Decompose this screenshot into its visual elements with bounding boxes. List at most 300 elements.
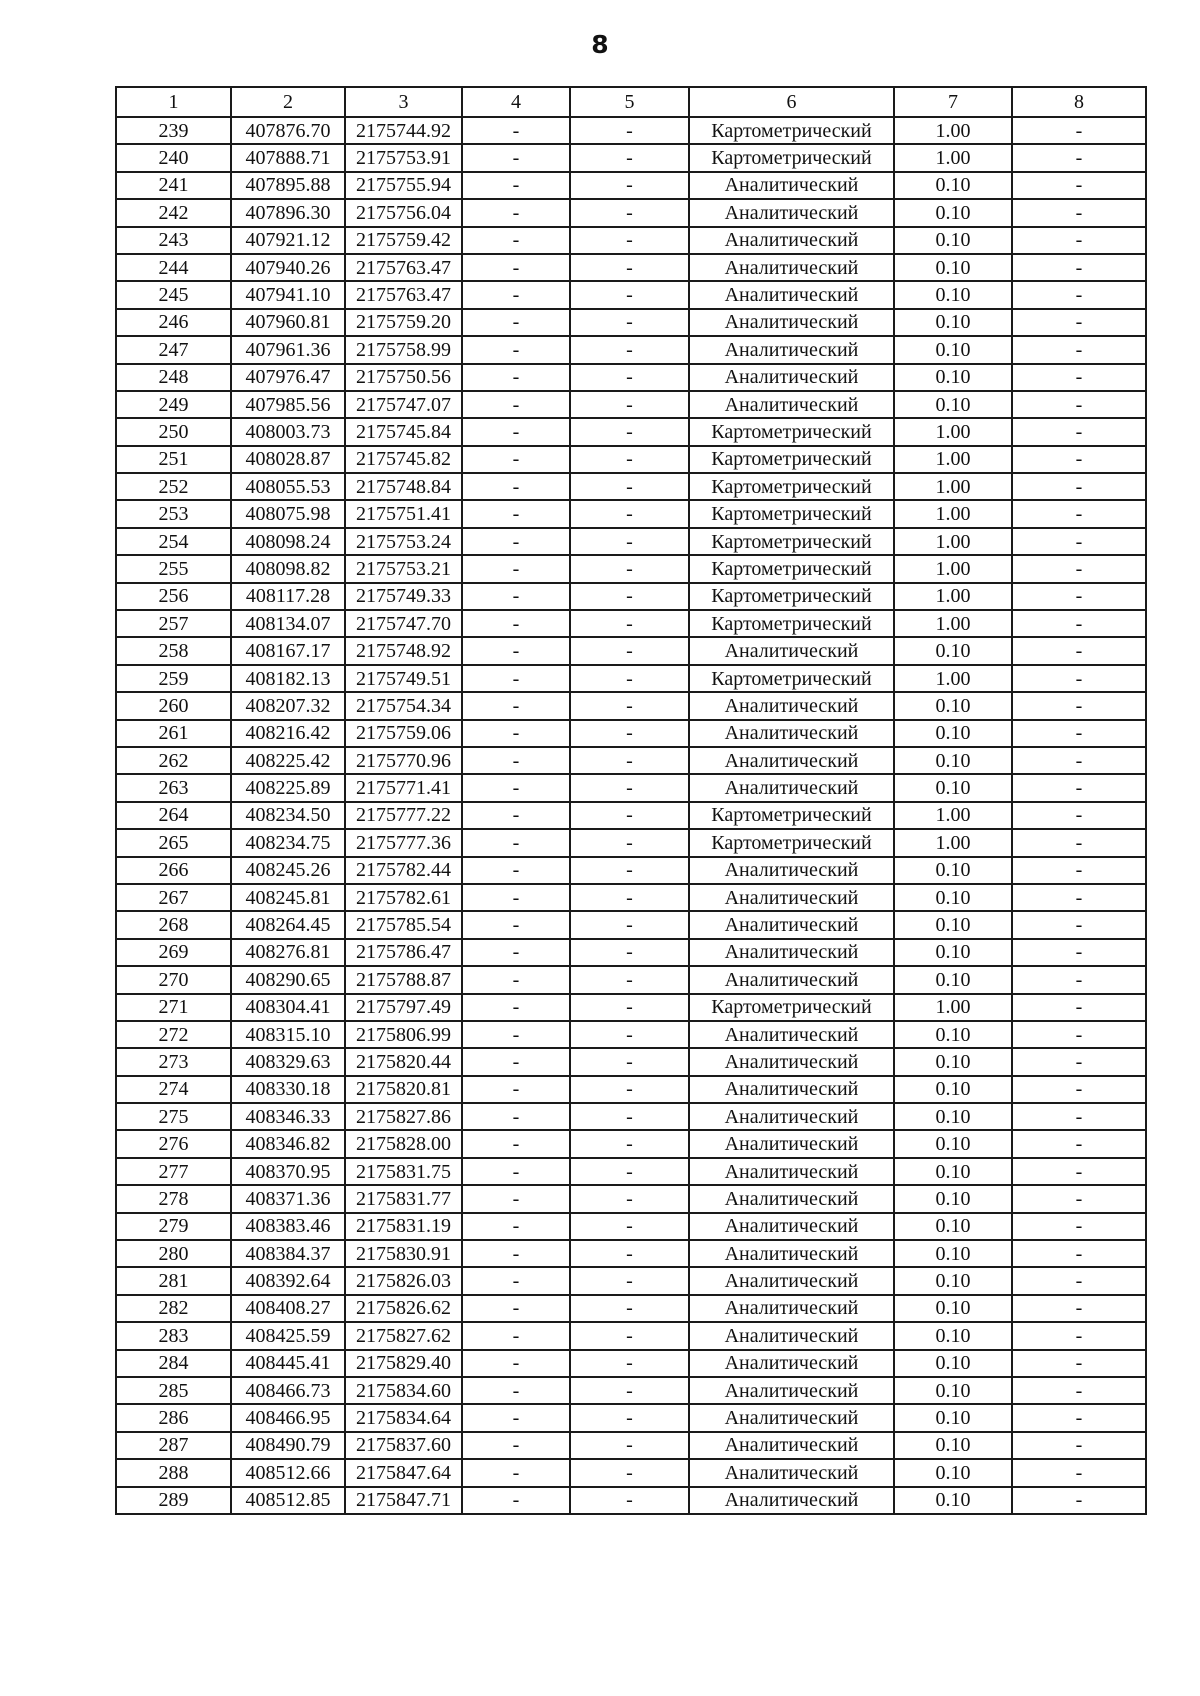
y-coordinate-cell: 2175745.82 bbox=[345, 446, 462, 473]
y-coordinate-cell: 2175763.47 bbox=[345, 254, 462, 281]
column-5-cell: - bbox=[570, 1350, 689, 1377]
column-5-cell: - bbox=[570, 528, 689, 555]
column-8-cell: - bbox=[1012, 500, 1146, 527]
accuracy-cell: 1.00 bbox=[894, 994, 1012, 1021]
column-5-cell: - bbox=[570, 692, 689, 719]
column-4-cell: - bbox=[462, 1213, 570, 1240]
column-4-cell: - bbox=[462, 446, 570, 473]
accuracy-cell: 0.10 bbox=[894, 391, 1012, 418]
column-5-cell: - bbox=[570, 583, 689, 610]
point-number-cell: 269 bbox=[116, 939, 231, 966]
column-5-cell: - bbox=[570, 555, 689, 582]
table-row bbox=[116, 1048, 1146, 1075]
y-coordinate-cell: 2175759.42 bbox=[345, 227, 462, 254]
method-cell: Аналитический bbox=[689, 1295, 894, 1322]
column-8-cell: - bbox=[1012, 1213, 1146, 1240]
point-number-cell: 247 bbox=[116, 336, 231, 363]
column-4-cell: - bbox=[462, 172, 570, 199]
method-cell: Аналитический bbox=[689, 1213, 894, 1240]
point-number-cell: 275 bbox=[116, 1103, 231, 1130]
accuracy-cell: 0.10 bbox=[894, 309, 1012, 336]
column-5-cell: - bbox=[570, 1267, 689, 1294]
column-5-cell: - bbox=[570, 336, 689, 363]
column-8-cell: - bbox=[1012, 254, 1146, 281]
y-coordinate-cell: 2175820.81 bbox=[345, 1076, 462, 1103]
table-row bbox=[116, 555, 1146, 582]
column-8-cell: - bbox=[1012, 309, 1146, 336]
column-5-cell: - bbox=[570, 1076, 689, 1103]
x-coordinate-cell: 408117.28 bbox=[231, 583, 345, 610]
point-number-cell: 246 bbox=[116, 309, 231, 336]
table-row bbox=[116, 1377, 1146, 1404]
table-row bbox=[116, 227, 1146, 254]
x-coordinate-cell: 408245.81 bbox=[231, 884, 345, 911]
column-4-cell: - bbox=[462, 692, 570, 719]
column-5-cell: - bbox=[570, 281, 689, 308]
column-5-cell: - bbox=[570, 227, 689, 254]
x-coordinate-cell: 408216.42 bbox=[231, 720, 345, 747]
table-body bbox=[116, 117, 1146, 1514]
method-cell: Аналитический bbox=[689, 939, 894, 966]
column-header-1: 1 bbox=[116, 87, 231, 117]
column-8-cell: - bbox=[1012, 117, 1146, 144]
method-cell: Аналитический bbox=[689, 720, 894, 747]
point-number-cell: 277 bbox=[116, 1158, 231, 1185]
column-5-cell: - bbox=[570, 1459, 689, 1486]
method-cell: Картометрический bbox=[689, 802, 894, 829]
column-4-cell: - bbox=[462, 1432, 570, 1459]
accuracy-cell: 1.00 bbox=[894, 144, 1012, 171]
column-5-cell: - bbox=[570, 1130, 689, 1157]
table-row bbox=[116, 500, 1146, 527]
column-header-2: 2 bbox=[231, 87, 345, 117]
accuracy-cell: 0.10 bbox=[894, 1240, 1012, 1267]
column-4-cell: - bbox=[462, 829, 570, 856]
accuracy-cell: 0.10 bbox=[894, 884, 1012, 911]
point-number-cell: 284 bbox=[116, 1350, 231, 1377]
accuracy-cell: 0.10 bbox=[894, 857, 1012, 884]
y-coordinate-cell: 2175755.94 bbox=[345, 172, 462, 199]
x-coordinate-cell: 408028.87 bbox=[231, 446, 345, 473]
column-4-cell: - bbox=[462, 637, 570, 664]
accuracy-cell: 1.00 bbox=[894, 583, 1012, 610]
accuracy-cell: 0.10 bbox=[894, 1130, 1012, 1157]
x-coordinate-cell: 408425.59 bbox=[231, 1322, 345, 1349]
x-coordinate-cell: 408207.32 bbox=[231, 692, 345, 719]
point-number-cell: 253 bbox=[116, 500, 231, 527]
table-row bbox=[116, 1076, 1146, 1103]
column-4-cell: - bbox=[462, 227, 570, 254]
table-row bbox=[116, 1103, 1146, 1130]
column-5-cell: - bbox=[570, 610, 689, 637]
point-number-cell: 250 bbox=[116, 418, 231, 445]
y-coordinate-cell: 2175777.36 bbox=[345, 829, 462, 856]
column-4-cell: - bbox=[462, 1267, 570, 1294]
accuracy-cell: 1.00 bbox=[894, 500, 1012, 527]
table-row bbox=[116, 774, 1146, 801]
table-row bbox=[116, 199, 1146, 226]
accuracy-cell: 0.10 bbox=[894, 1021, 1012, 1048]
table-row bbox=[116, 172, 1146, 199]
method-cell: Аналитический bbox=[689, 1404, 894, 1431]
method-cell: Аналитический bbox=[689, 1076, 894, 1103]
x-coordinate-cell: 408346.82 bbox=[231, 1130, 345, 1157]
column-4-cell: - bbox=[462, 391, 570, 418]
column-5-cell: - bbox=[570, 1213, 689, 1240]
table-row bbox=[116, 446, 1146, 473]
point-number-cell: 239 bbox=[116, 117, 231, 144]
column-5-cell: - bbox=[570, 1048, 689, 1075]
table-row bbox=[116, 911, 1146, 938]
method-cell: Аналитический bbox=[689, 1432, 894, 1459]
method-cell: Аналитический bbox=[689, 1158, 894, 1185]
y-coordinate-cell: 2175834.60 bbox=[345, 1377, 462, 1404]
x-coordinate-cell: 408134.07 bbox=[231, 610, 345, 637]
column-8-cell: - bbox=[1012, 473, 1146, 500]
table-row bbox=[116, 1021, 1146, 1048]
column-8-cell: - bbox=[1012, 1350, 1146, 1377]
column-4-cell: - bbox=[462, 1377, 570, 1404]
point-number-cell: 270 bbox=[116, 966, 231, 993]
column-4-cell: - bbox=[462, 884, 570, 911]
y-coordinate-cell: 2175758.99 bbox=[345, 336, 462, 363]
y-coordinate-cell: 2175831.75 bbox=[345, 1158, 462, 1185]
accuracy-cell: 0.10 bbox=[894, 254, 1012, 281]
point-number-cell: 283 bbox=[116, 1322, 231, 1349]
column-5-cell: - bbox=[570, 1158, 689, 1185]
table-row bbox=[116, 802, 1146, 829]
column-5-cell: - bbox=[570, 1404, 689, 1431]
point-number-cell: 278 bbox=[116, 1185, 231, 1212]
column-4-cell: - bbox=[462, 1048, 570, 1075]
x-coordinate-cell: 407960.81 bbox=[231, 309, 345, 336]
method-cell: Картометрический bbox=[689, 446, 894, 473]
x-coordinate-cell: 408075.98 bbox=[231, 500, 345, 527]
column-5-cell: - bbox=[570, 802, 689, 829]
table-row bbox=[116, 254, 1146, 281]
column-4-cell: - bbox=[462, 1076, 570, 1103]
column-8-cell: - bbox=[1012, 1076, 1146, 1103]
accuracy-cell: 0.10 bbox=[894, 336, 1012, 363]
point-number-cell: 286 bbox=[116, 1404, 231, 1431]
column-5-cell: - bbox=[570, 966, 689, 993]
table-row bbox=[116, 1404, 1146, 1431]
x-coordinate-cell: 408234.50 bbox=[231, 802, 345, 829]
column-4-cell: - bbox=[462, 555, 570, 582]
x-coordinate-cell: 407895.88 bbox=[231, 172, 345, 199]
column-8-cell: - bbox=[1012, 884, 1146, 911]
column-8-cell: - bbox=[1012, 720, 1146, 747]
column-4-cell: - bbox=[462, 747, 570, 774]
column-8-cell: - bbox=[1012, 1185, 1146, 1212]
y-coordinate-cell: 2175745.84 bbox=[345, 418, 462, 445]
method-cell: Аналитический bbox=[689, 172, 894, 199]
method-cell: Аналитический bbox=[689, 1103, 894, 1130]
column-5-cell: - bbox=[570, 1240, 689, 1267]
point-number-cell: 245 bbox=[116, 281, 231, 308]
column-8-cell: - bbox=[1012, 966, 1146, 993]
method-cell: Аналитический bbox=[689, 1487, 894, 1514]
method-cell: Аналитический bbox=[689, 774, 894, 801]
column-8-cell: - bbox=[1012, 1322, 1146, 1349]
point-number-cell: 287 bbox=[116, 1432, 231, 1459]
x-coordinate-cell: 408370.95 bbox=[231, 1158, 345, 1185]
column-4-cell: - bbox=[462, 857, 570, 884]
point-number-cell: 244 bbox=[116, 254, 231, 281]
method-cell: Картометрический bbox=[689, 583, 894, 610]
column-5-cell: - bbox=[570, 309, 689, 336]
x-coordinate-cell: 408392.64 bbox=[231, 1267, 345, 1294]
column-5-cell: - bbox=[570, 911, 689, 938]
column-8-cell: - bbox=[1012, 172, 1146, 199]
method-cell: Картометрический bbox=[689, 418, 894, 445]
method-cell: Аналитический bbox=[689, 309, 894, 336]
column-5-cell: - bbox=[570, 1322, 689, 1349]
point-number-cell: 261 bbox=[116, 720, 231, 747]
point-number-cell: 256 bbox=[116, 583, 231, 610]
column-8-cell: - bbox=[1012, 747, 1146, 774]
x-coordinate-cell: 407888.71 bbox=[231, 144, 345, 171]
column-header-8: 8 bbox=[1012, 87, 1146, 117]
column-8-cell: - bbox=[1012, 802, 1146, 829]
y-coordinate-cell: 2175749.33 bbox=[345, 583, 462, 610]
accuracy-cell: 0.10 bbox=[894, 227, 1012, 254]
column-8-cell: - bbox=[1012, 199, 1146, 226]
x-coordinate-cell: 408384.37 bbox=[231, 1240, 345, 1267]
y-coordinate-cell: 2175826.03 bbox=[345, 1267, 462, 1294]
y-coordinate-cell: 2175826.62 bbox=[345, 1295, 462, 1322]
table-row bbox=[116, 1295, 1146, 1322]
point-number-cell: 258 bbox=[116, 637, 231, 664]
y-coordinate-cell: 2175847.64 bbox=[345, 1459, 462, 1486]
column-5-cell: - bbox=[570, 500, 689, 527]
x-coordinate-cell: 408330.18 bbox=[231, 1076, 345, 1103]
x-coordinate-cell: 408055.53 bbox=[231, 473, 345, 500]
column-5-cell: - bbox=[570, 884, 689, 911]
table-row bbox=[116, 692, 1146, 719]
column-5-cell: - bbox=[570, 172, 689, 199]
point-number-cell: 240 bbox=[116, 144, 231, 171]
point-number-cell: 243 bbox=[116, 227, 231, 254]
column-8-cell: - bbox=[1012, 1459, 1146, 1486]
method-cell: Аналитический bbox=[689, 1322, 894, 1349]
y-coordinate-cell: 2175831.77 bbox=[345, 1185, 462, 1212]
y-coordinate-cell: 2175847.71 bbox=[345, 1487, 462, 1514]
x-coordinate-cell: 408315.10 bbox=[231, 1021, 345, 1048]
column-8-cell: - bbox=[1012, 637, 1146, 664]
method-cell: Аналитический bbox=[689, 1240, 894, 1267]
column-8-cell: - bbox=[1012, 1295, 1146, 1322]
accuracy-cell: 0.10 bbox=[894, 1158, 1012, 1185]
accuracy-cell: 0.10 bbox=[894, 1267, 1012, 1294]
column-5-cell: - bbox=[570, 747, 689, 774]
table-header bbox=[116, 87, 1146, 117]
method-cell: Аналитический bbox=[689, 1459, 894, 1486]
y-coordinate-cell: 2175754.34 bbox=[345, 692, 462, 719]
column-8-cell: - bbox=[1012, 364, 1146, 391]
accuracy-cell: 1.00 bbox=[894, 610, 1012, 637]
y-coordinate-cell: 2175747.07 bbox=[345, 391, 462, 418]
column-8-cell: - bbox=[1012, 665, 1146, 692]
column-5-cell: - bbox=[570, 473, 689, 500]
accuracy-cell: 0.10 bbox=[894, 1322, 1012, 1349]
accuracy-cell: 0.10 bbox=[894, 281, 1012, 308]
table-row bbox=[116, 610, 1146, 637]
column-5-cell: - bbox=[570, 720, 689, 747]
point-number-cell: 272 bbox=[116, 1021, 231, 1048]
accuracy-cell: 0.10 bbox=[894, 1350, 1012, 1377]
point-number-cell: 273 bbox=[116, 1048, 231, 1075]
column-header-5: 5 bbox=[570, 87, 689, 117]
point-number-cell: 274 bbox=[116, 1076, 231, 1103]
point-number-cell: 260 bbox=[116, 692, 231, 719]
table-row bbox=[116, 747, 1146, 774]
x-coordinate-cell: 407896.30 bbox=[231, 199, 345, 226]
accuracy-cell: 1.00 bbox=[894, 829, 1012, 856]
column-5-cell: - bbox=[570, 637, 689, 664]
column-4-cell: - bbox=[462, 610, 570, 637]
x-coordinate-cell: 407985.56 bbox=[231, 391, 345, 418]
column-8-cell: - bbox=[1012, 281, 1146, 308]
accuracy-cell: 1.00 bbox=[894, 665, 1012, 692]
column-4-cell: - bbox=[462, 774, 570, 801]
point-number-cell: 257 bbox=[116, 610, 231, 637]
point-number-cell: 280 bbox=[116, 1240, 231, 1267]
method-cell: Аналитический bbox=[689, 1185, 894, 1212]
method-cell: Картометрический bbox=[689, 610, 894, 637]
x-coordinate-cell: 408512.66 bbox=[231, 1459, 345, 1486]
column-5-cell: - bbox=[570, 1295, 689, 1322]
accuracy-cell: 0.10 bbox=[894, 692, 1012, 719]
y-coordinate-cell: 2175759.20 bbox=[345, 309, 462, 336]
column-header-4: 4 bbox=[462, 87, 570, 117]
accuracy-cell: 0.10 bbox=[894, 172, 1012, 199]
column-8-cell: - bbox=[1012, 829, 1146, 856]
x-coordinate-cell: 407876.70 bbox=[231, 117, 345, 144]
y-coordinate-cell: 2175797.49 bbox=[345, 994, 462, 1021]
x-coordinate-cell: 407976.47 bbox=[231, 364, 345, 391]
table-row bbox=[116, 1267, 1146, 1294]
x-coordinate-cell: 408245.26 bbox=[231, 857, 345, 884]
x-coordinate-cell: 408290.65 bbox=[231, 966, 345, 993]
column-8-cell: - bbox=[1012, 418, 1146, 445]
table-row bbox=[116, 1213, 1146, 1240]
y-coordinate-cell: 2175753.24 bbox=[345, 528, 462, 555]
method-cell: Аналитический bbox=[689, 747, 894, 774]
column-5-cell: - bbox=[570, 994, 689, 1021]
column-8-cell: - bbox=[1012, 1021, 1146, 1048]
column-5-cell: - bbox=[570, 117, 689, 144]
table-row bbox=[116, 309, 1146, 336]
table-row bbox=[116, 1487, 1146, 1514]
column-5-cell: - bbox=[570, 364, 689, 391]
y-coordinate-cell: 2175827.62 bbox=[345, 1322, 462, 1349]
accuracy-cell: 1.00 bbox=[894, 528, 1012, 555]
column-5-cell: - bbox=[570, 199, 689, 226]
table-row bbox=[116, 473, 1146, 500]
x-coordinate-cell: 408490.79 bbox=[231, 1432, 345, 1459]
x-coordinate-cell: 407940.26 bbox=[231, 254, 345, 281]
y-coordinate-cell: 2175782.61 bbox=[345, 884, 462, 911]
column-4-cell: - bbox=[462, 418, 570, 445]
column-5-cell: - bbox=[570, 857, 689, 884]
table-row bbox=[116, 281, 1146, 308]
column-8-cell: - bbox=[1012, 227, 1146, 254]
y-coordinate-cell: 2175785.54 bbox=[345, 911, 462, 938]
accuracy-cell: 1.00 bbox=[894, 555, 1012, 582]
table-row bbox=[116, 1158, 1146, 1185]
y-coordinate-cell: 2175763.47 bbox=[345, 281, 462, 308]
table-row bbox=[116, 665, 1146, 692]
column-8-cell: - bbox=[1012, 1048, 1146, 1075]
table-row bbox=[116, 336, 1146, 363]
method-cell: Аналитический bbox=[689, 911, 894, 938]
table-row bbox=[116, 637, 1146, 664]
column-8-cell: - bbox=[1012, 1158, 1146, 1185]
column-header-6: 6 bbox=[689, 87, 894, 117]
point-number-cell: 271 bbox=[116, 994, 231, 1021]
column-8-cell: - bbox=[1012, 1103, 1146, 1130]
point-number-cell: 265 bbox=[116, 829, 231, 856]
column-4-cell: - bbox=[462, 911, 570, 938]
x-coordinate-cell: 408383.46 bbox=[231, 1213, 345, 1240]
y-coordinate-cell: 2175750.56 bbox=[345, 364, 462, 391]
point-number-cell: 282 bbox=[116, 1295, 231, 1322]
accuracy-cell: 0.10 bbox=[894, 966, 1012, 993]
y-coordinate-cell: 2175786.47 bbox=[345, 939, 462, 966]
x-coordinate-cell: 407941.10 bbox=[231, 281, 345, 308]
point-number-cell: 242 bbox=[116, 199, 231, 226]
column-8-cell: - bbox=[1012, 1240, 1146, 1267]
column-5-cell: - bbox=[570, 1432, 689, 1459]
table-row bbox=[116, 939, 1146, 966]
method-cell: Аналитический bbox=[689, 692, 894, 719]
point-number-cell: 252 bbox=[116, 473, 231, 500]
column-5-cell: - bbox=[570, 1377, 689, 1404]
x-coordinate-cell: 408371.36 bbox=[231, 1185, 345, 1212]
column-8-cell: - bbox=[1012, 1130, 1146, 1157]
point-number-cell: 288 bbox=[116, 1459, 231, 1486]
point-number-cell: 259 bbox=[116, 665, 231, 692]
point-number-cell: 263 bbox=[116, 774, 231, 801]
method-cell: Аналитический bbox=[689, 884, 894, 911]
table-row bbox=[116, 1130, 1146, 1157]
method-cell: Аналитический bbox=[689, 857, 894, 884]
y-coordinate-cell: 2175747.70 bbox=[345, 610, 462, 637]
point-number-cell: 254 bbox=[116, 528, 231, 555]
x-coordinate-cell: 408329.63 bbox=[231, 1048, 345, 1075]
accuracy-cell: 0.10 bbox=[894, 1295, 1012, 1322]
accuracy-cell: 0.10 bbox=[894, 637, 1012, 664]
y-coordinate-cell: 2175788.87 bbox=[345, 966, 462, 993]
accuracy-cell: 0.10 bbox=[894, 1076, 1012, 1103]
column-8-cell: - bbox=[1012, 610, 1146, 637]
x-coordinate-cell: 408304.41 bbox=[231, 994, 345, 1021]
y-coordinate-cell: 2175837.60 bbox=[345, 1432, 462, 1459]
method-cell: Аналитический bbox=[689, 391, 894, 418]
y-coordinate-cell: 2175744.92 bbox=[345, 117, 462, 144]
point-number-cell: 248 bbox=[116, 364, 231, 391]
y-coordinate-cell: 2175806.99 bbox=[345, 1021, 462, 1048]
x-coordinate-cell: 408003.73 bbox=[231, 418, 345, 445]
method-cell: Аналитический bbox=[689, 227, 894, 254]
accuracy-cell: 0.10 bbox=[894, 939, 1012, 966]
y-coordinate-cell: 2175829.40 bbox=[345, 1350, 462, 1377]
table-row bbox=[116, 884, 1146, 911]
table-row bbox=[116, 857, 1146, 884]
table-row bbox=[116, 1185, 1146, 1212]
table-row bbox=[116, 994, 1146, 1021]
